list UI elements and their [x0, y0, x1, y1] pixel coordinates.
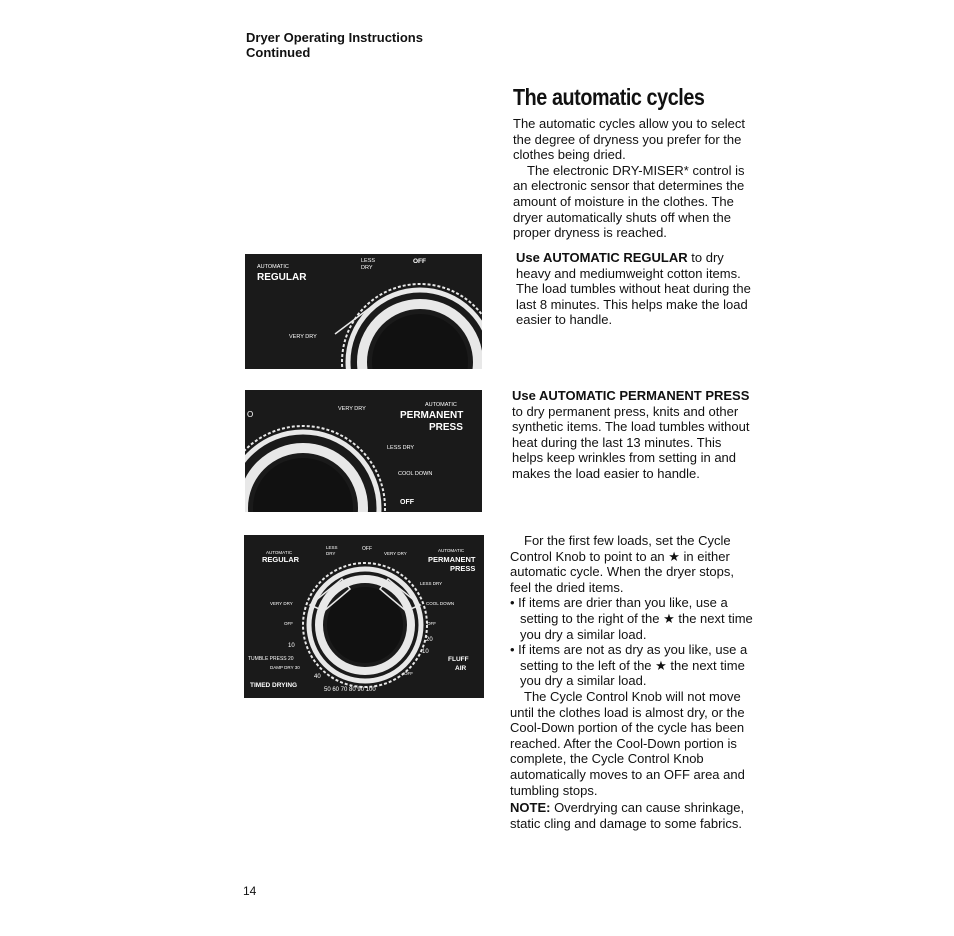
p3-tumble-press: TUMBLE PRESS 20: [248, 656, 294, 662]
regular-text: [516, 250, 756, 328]
intro-p1: The automatic cycles allow you to select the degree of dryness you prefer for the clothes being dried.: [513, 116, 745, 163]
permanent-body: to dry permanent press, knits and other synthetic items. The load tumbles without heat during the last 13 minutes. This helps keep wrinkles from setting in and makes the load easier to handle.: [512, 403, 750, 481]
firstloads-bullet2: • If items are not as dry as you like, use a setting to the left of the ★ the next time you dry a similar load.: [510, 642, 748, 689]
dial-photo-full: [244, 535, 484, 698]
p3-automatic-l: AUTOMATIC: [266, 550, 293, 555]
p3-40: 40: [314, 674, 321, 680]
p3-damp-dry: DAMP DRY 30: [270, 665, 300, 670]
firstloads-p1: For the first few loads, set the Cycle Control Knob to point to an ★ in either automatic cycle. When the dryer stops, feel the dried items.: [510, 533, 734, 595]
regular-body: to dry heavy and mediumweight cotton items. The load tumbles without heat during the last 8 minutes. This helps make the load easier to handle.: [516, 250, 751, 328]
firstloads-p2: The Cycle Control Knob will not move until the clothes load is almost dry, or the Cool-Down portion of the cycle has been reached. After the Cool-Down portion is complete, the Cycle Control Knob automatically moves to an OFF area and tumbling stops.: [510, 688, 745, 798]
firstloads-bullet1: • If items are drier than you like, use a setting to the right of the ★ the next time you dry a similar load.: [510, 595, 753, 642]
p2-automatic: AUTOMATIC: [425, 402, 457, 408]
p3-cool-down: COOL DOWN: [426, 601, 455, 606]
p3-fluff: FLUFF: [448, 656, 469, 663]
p3-less-dry-r: LESS DRY: [420, 581, 443, 586]
permanent-lead: Use AUTOMATIC PERMANENT PRESS: [512, 388, 750, 403]
p1-very-dry: VERY DRY: [289, 334, 317, 340]
firstloads-text: [510, 533, 755, 831]
page-title: The automatic cycles: [513, 84, 705, 110]
p3-air: AIR: [455, 665, 467, 672]
p2-cool-down: COOL DOWN: [398, 471, 433, 477]
p3-permanent: PERMANENT: [428, 555, 476, 564]
p2-press: PRESS: [429, 422, 463, 433]
p3-off-l: OFF: [284, 621, 293, 626]
p2-very-dry: VERY DRY: [338, 406, 366, 412]
dial-photo-regular: [245, 254, 482, 369]
p1-dry: DRY: [361, 265, 373, 271]
p3-off-r: OFF: [427, 621, 436, 626]
note-text: Overdrying can cause shrinkage, static cling and damage to some fabrics.: [510, 800, 745, 831]
page-number: 14: [243, 884, 257, 898]
p3-press: PRESS: [450, 564, 476, 573]
header-line1: Dryer Operating Instructions: [246, 30, 423, 45]
p1-automatic: AUTOMATIC: [257, 264, 289, 270]
p3-dry: DRY: [326, 551, 336, 556]
intro-text: [513, 116, 753, 241]
p3-20-r: 20: [426, 637, 433, 643]
p2-permanent: PERMANENT: [400, 410, 464, 421]
p2-less-dry: LESS DRY: [387, 445, 415, 451]
header-line2: Continued: [246, 45, 311, 60]
p1-off: OFF: [413, 258, 426, 265]
regular-lead: Use AUTOMATIC REGULAR: [516, 250, 688, 265]
p3-off-top: OFF: [362, 546, 372, 552]
note-label: NOTE:: [510, 800, 551, 816]
p3-10-r: 10: [422, 649, 429, 655]
p3-very-dry-r: VERY DRY: [384, 551, 407, 556]
dial-photo-permanent: [245, 390, 482, 512]
p1-less: LESS: [361, 258, 376, 264]
p3-off-b: OFF: [404, 671, 413, 676]
permanent-text: [512, 388, 750, 482]
p3-10-l: 10: [288, 643, 295, 649]
p3-less: LESS: [326, 545, 338, 550]
p3-scale: 50 60 70 80 90 100: [324, 687, 376, 693]
p3-timed-drying: TIMED DRYING: [250, 682, 298, 689]
p3-very-dry-l: VERY DRY: [270, 601, 293, 606]
p2-o: O: [247, 410, 254, 419]
p3-regular: REGULAR: [262, 555, 300, 564]
p3-automatic-r: AUTOMATIC: [438, 548, 465, 553]
section-header: [246, 30, 423, 60]
intro-p2: The electronic DRY-MISER* control is an electronic sensor that determines the amount of moisture in the clothes. The dryer automatically shuts off when the proper dryness is reached.: [513, 162, 745, 241]
p2-off: OFF: [400, 499, 414, 506]
p1-regular: REGULAR: [257, 272, 307, 283]
